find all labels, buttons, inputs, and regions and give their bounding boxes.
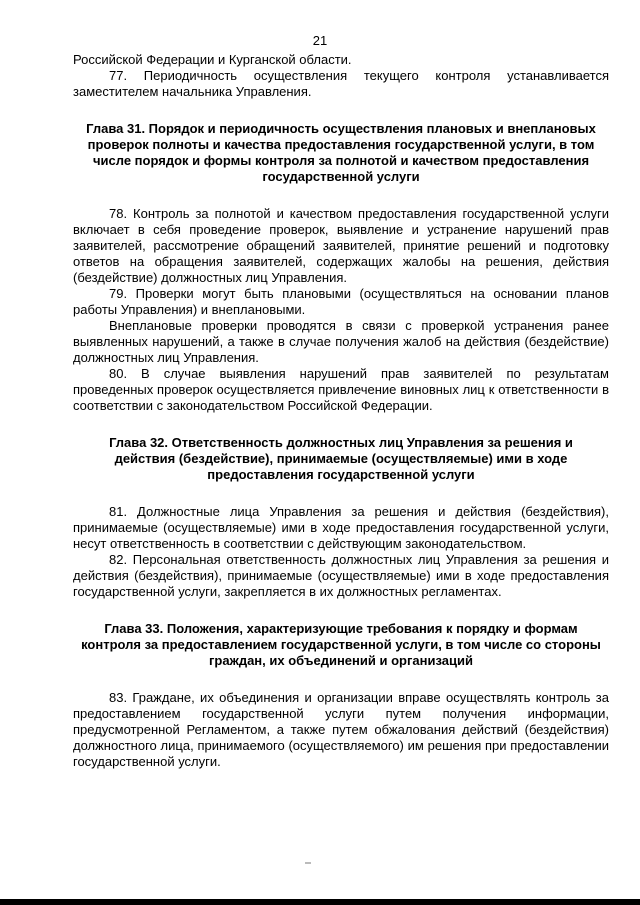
document-body <box>73 52 609 770</box>
chapter-33-heading: Глава 33. Положения, характеризующие требования к порядку и формам контроля за предоставлением государственной услуги, в том числе со стороны граждан, их объединений и организаций <box>81 621 601 668</box>
scan-bottom-edge <box>0 899 640 905</box>
page-number: 21 <box>312 33 328 48</box>
paragraph-78: 78. Контроль за полнотой и качеством предоставления государственной услуги включает в себя проведение проверок, выявление и устранение нарушений прав заявителей, рассмотрение обращений заявителей, принятие решений и подготовку ответов на обращения заявителей, содержащих жалобы на решения, действия (бездействие) должностных лиц Управления. <box>73 206 609 285</box>
chapter-31-heading: Глава 31. Порядок и периодичность осуществления плановых и внеплановых проверок полноты и качества предоставления государственной услуги, в том числе порядок и формы контроля за полнотой и качеством предоставления государственной услуги <box>86 121 596 184</box>
paragraph-77: 77. Периодичность осуществления текущего контроля устанавливается заместителем начальника Управления. <box>73 68 609 99</box>
paragraph-83: 83. Граждане, их объединения и организации вправе осуществлять контроль за предоставлением государственной услуги путем получения информации, предусмотренной Регламентом, а также путем обжалования действий (бездействия) должностного лица, принимаемого (осуществляемого) им решения при предоставлении государственной услуги. <box>73 690 609 769</box>
scan-mark <box>305 862 311 864</box>
paragraph-81: 81. Должностные лица Управления за решения и действия (бездействия), принимаемые (осуществляемые) ими в ходе предоставления государственной услуги, несут ответственность в соответствии с действующим законодательством. <box>73 504 609 551</box>
paragraph-79: 79. Проверки могут быть плановыми (осуществляться на основании планов работы Управления) и внеплановыми. <box>73 286 609 317</box>
paragraph-82: 82. Персональная ответственность должностных лиц Управления за решения и действия (бездействия), принимаемые (осуществляемые) ими в ходе предоставления государственной услуги, закрепляется в их должностных регламентах. <box>73 552 609 599</box>
paragraph-continuation: Российской Федерации и Курганской области. <box>73 52 352 67</box>
paragraph-80: 80. В случае выявления нарушений прав заявителей по результатам проведенных проверок осуществляется привлечение виновных лиц к ответственности в соответствии с законодательством Российской Федерации. <box>73 366 609 413</box>
chapter-32-heading: Глава 32. Ответственность должностных лиц Управления за решения и действия (бездействие), принимаемые (осуществляемые) ими в ходе предоставления государственной услуги <box>109 435 573 482</box>
paragraph-79-unplanned: Внеплановые проверки проводятся в связи с проверкой устранения ранее выявленных нарушений, а также в случае получения жалоб на действия (бездействие) должностных лиц Управления. <box>73 318 609 365</box>
